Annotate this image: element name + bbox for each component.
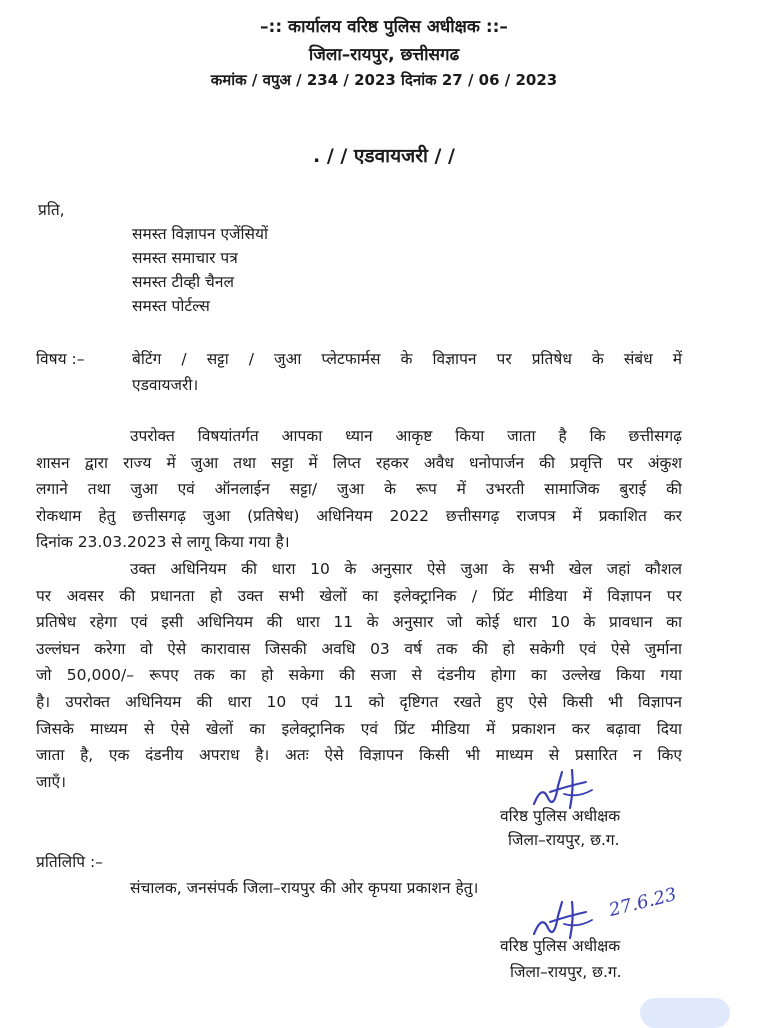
recipient-3: समस्त टीव्ही चैनल bbox=[132, 273, 234, 291]
subject-line-2: एडवायजरी। bbox=[132, 376, 199, 394]
para2-line: प्रतिषेध रहेगा एवं इसी अधिनियम की धारा 11 के अनुसार जो कोई धारा 10 के प्रावधान का bbox=[36, 613, 682, 632]
recipient-4: समस्त पोर्टल्स bbox=[132, 297, 210, 315]
reference-number: कमांक / वपुअ / 234 / 2023 दिनांक 27 / 06 / 2023 bbox=[210, 71, 558, 89]
para2-line: उक्त अधिनियम की धारा 10 के अनुसार ऐसे जुआ के सभी खेल जहां कौशल bbox=[130, 560, 682, 578]
para2-line: जो 50,000/– रूपए तक का हो सकेगा की सजा से दंडनीय होगा का उल्लेख किया गया bbox=[36, 666, 682, 685]
overlay-shape bbox=[640, 998, 730, 1028]
para1-line: उपरोक्त विषयांतर्गत आपका ध्यान आकृष्ट किया जाता है कि छत्तीसगढ़ bbox=[130, 427, 682, 445]
signatory-place-1: जिला–रायपुर, छ.ग. bbox=[508, 831, 620, 849]
body-paragraph-2 bbox=[36, 556, 682, 795]
signatory-designation-1: वरिष्ठ पुलिस अधीक्षक bbox=[500, 807, 621, 825]
signatory-place-2: जिला–रायपुर, छ.ग. bbox=[510, 963, 622, 981]
subject-line-1: बेटिंग / सट्टा / जुआ प्लेटफार्मस के विज्ञापन पर प्रतिषेध के संबंध में bbox=[132, 350, 682, 368]
para2-line: जाएँ। bbox=[36, 772, 66, 791]
district-heading: जिला–रायपुर, छत्तीसगढ bbox=[308, 45, 460, 65]
recipient-2: समस्त समाचार पत्र bbox=[132, 249, 238, 267]
para2-line: है। उपरोक्त अधिनियम की धारा 10 एवं 11 को दृष्टिगत रखते हुए ऐसे किसी भी विज्ञापन bbox=[36, 692, 682, 711]
document-title: . / / एडवायजरी / / bbox=[312, 145, 456, 167]
signatory-designation-2: वरिष्ठ पुलिस अधीक्षक bbox=[500, 937, 621, 955]
para2-line: जाता है, एक दंडनीय अपराध है। अतः ऐसे विज्ञापन किसी भी माध्यम से प्रसारित न किए bbox=[36, 746, 682, 765]
handwritten-date: 27.6.23 bbox=[606, 883, 679, 921]
body-paragraph-1 bbox=[36, 423, 682, 556]
para2-line: जिसके माध्यम से ऐसे खेलों का इलेक्ट्रानिक एवं प्रिंट मीडिया में प्रकाशन कर बढ़ावा दिया bbox=[36, 719, 682, 738]
recipient-1: समस्त विज्ञापन एजेंसियों bbox=[132, 225, 269, 243]
para2-line: उल्लंघन करेगा वो ऐसे कारावास जिसकी अवधि 03 वर्ष तक की हो सकेगी एवं ऐसे जुर्माना bbox=[36, 639, 682, 658]
copy-label: प्रतिलिपि :– bbox=[36, 853, 103, 871]
para1-line: रोकथाम हेतु छत्तीसगढ़ जुआ (प्रतिषेध) अधिनियम 2022 छत्तीसगढ़ राजपत्र में प्रकाशित कर bbox=[36, 506, 682, 525]
para2-line: पर अवसर की प्रधानता हो उक्त सभी खेलों का इलेक्ट्रानिक / प्रिंट मीडिया में विज्ञापन पर bbox=[36, 586, 682, 605]
subject-label: विषय :– bbox=[36, 350, 85, 368]
to-label: प्रति, bbox=[38, 201, 65, 219]
para1-line: दिनांक 23.03.2023 से लागू किया गया है। bbox=[36, 533, 290, 552]
copy-recipient: संचालक, जनसंपर्क जिला–रायपुर की ओर कृपया प्रकाशन हेतु। bbox=[130, 879, 479, 897]
para1-line: शासन द्वारा राज्य में जुआ तथा सट्टा में लिप्त रहकर अवैध धनोपार्जन की प्रवृत्ति पर अंकुश bbox=[36, 453, 682, 472]
para1-line: लगाने तथा जुआ एवं ऑनलाईन सट्टा/ जुआ के रूप में उभरती सामाजिक बुराई की bbox=[36, 480, 682, 499]
office-heading: –:: कार्यालय वरिष्ठ पुलिस अधीक्षक ::– bbox=[260, 17, 508, 37]
